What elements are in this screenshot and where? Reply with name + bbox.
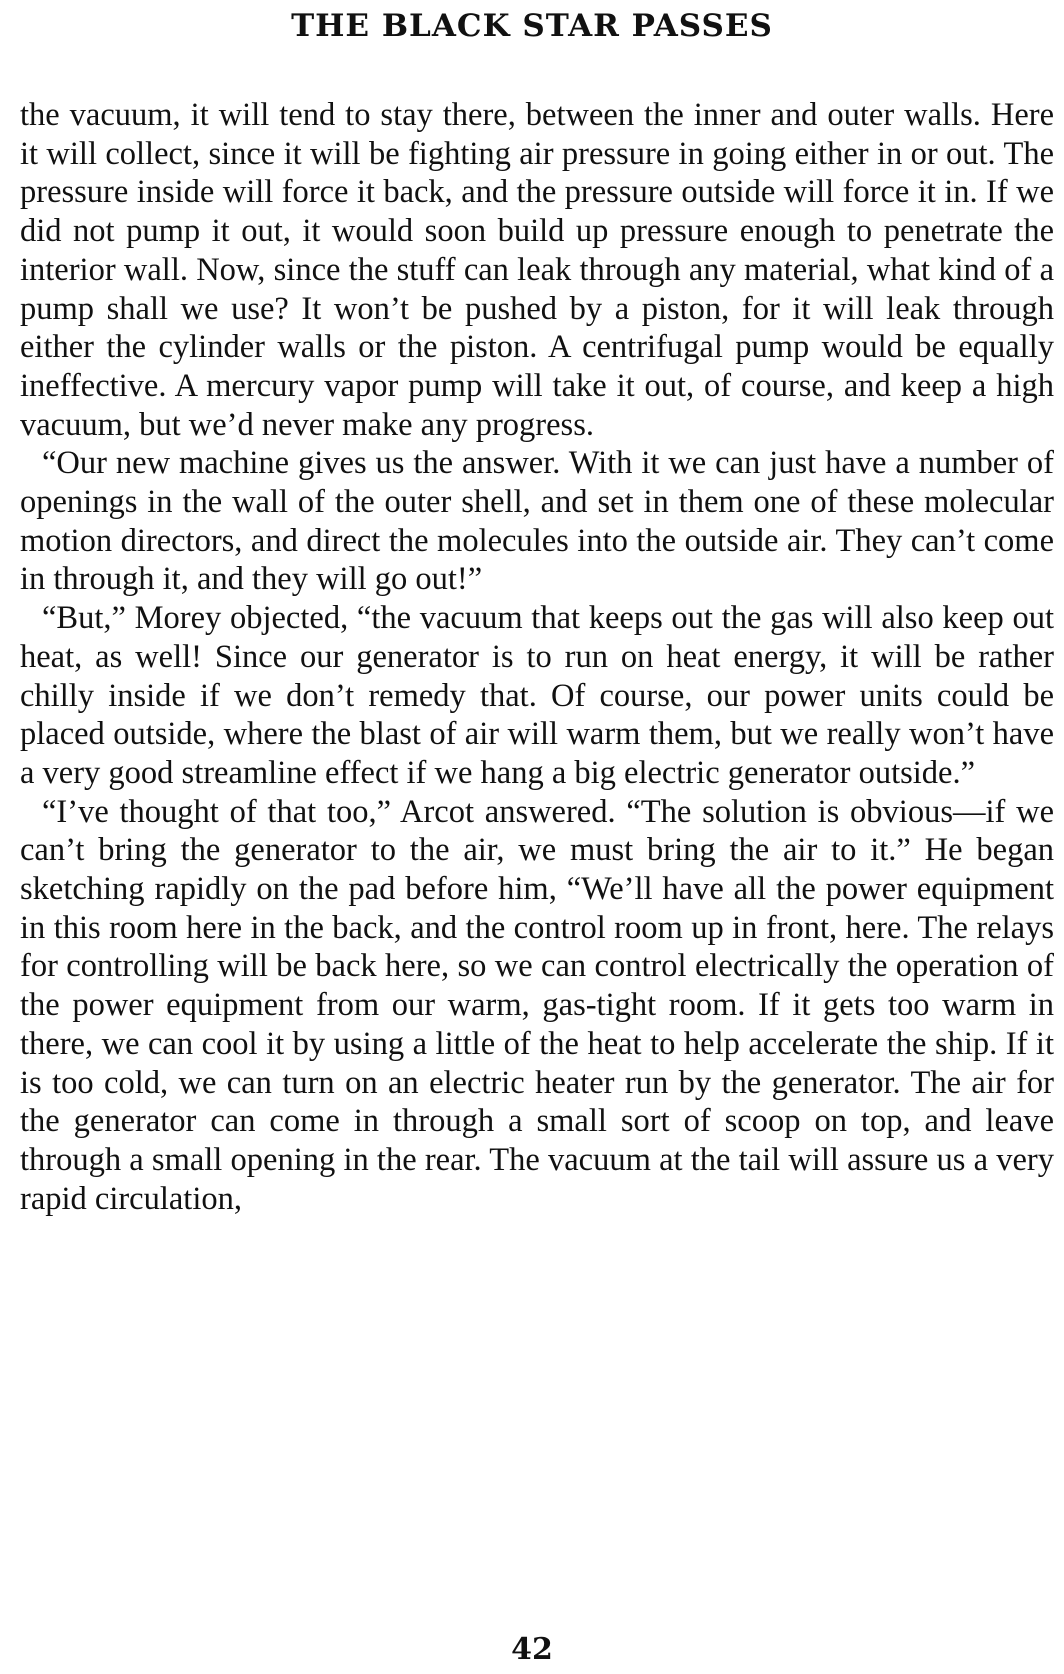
paragraph: “Our new machine gives us the answer. With it we can just have a number of openings in the wall of the outer shell, and set in them one of these molecular motion directors, and direct the molecules into the outside air. They can’t come in through it, and they will go out!” bbox=[20, 445, 1054, 598]
paragraph: “But,” Morey objected, “the vacuum that keeps out the gas will also keep out heat, as well! Since our generator is to run on heat energy, it will be rather chilly inside if we don’t remedy that. Of course, our power units could be placed outside, where the blast of air will warm them, but we really won’t have a very good streamline effect if we hang a big electric generator outside.” bbox=[20, 600, 1054, 791]
body-text bbox=[20, 96, 1054, 1218]
page-number: 42 bbox=[511, 1632, 553, 1667]
paragraph-continuation: the vacuum, it will tend to stay there, between the inner and outer walls. Here it will collect, since it will be fighting air pressure in going either in or out. The pressure inside will force it back, and the pressure outside will force it in. If we did not pump it out, it would soon build up pressure enough to penetrate the interior wall. Now, since the stuff can leak through any material, what kind of a pump shall we use? It won’t be pushed by a piston, for it will leak through either the cylinder walls or the piston. A centrifugal pump would be equally ineffective. A mercury vapor pump will take it out, of course, and keep a high vacuum, but we’d never make any progress. bbox=[20, 97, 1054, 443]
paragraph: “I’ve thought of that too,” Arcot answered. “The solution is obvious—if we can’t bring the generator to the air, we must bring the air to it.” He began sketching rapidly on the pad before him, “We’ll have all the power equipment in this room here in the back, and the control room up in front, here. The relays for controlling will be back here, so we can control electrically the operation of the power equipment from our warm, gas-tight room. If it gets too warm in there, we can cool it by using a little of the heat to help accelerate the ship. If it is too cold, we can turn on an electric heater run by the generator. The air for the generator can come in through a small sort of scoop on top, and leave through a small opening in the rear. The vacuum at the tail will assure us a very rapid circulation, bbox=[20, 793, 1054, 1217]
running-head: THE BLACK STAR PASSES bbox=[291, 8, 773, 44]
